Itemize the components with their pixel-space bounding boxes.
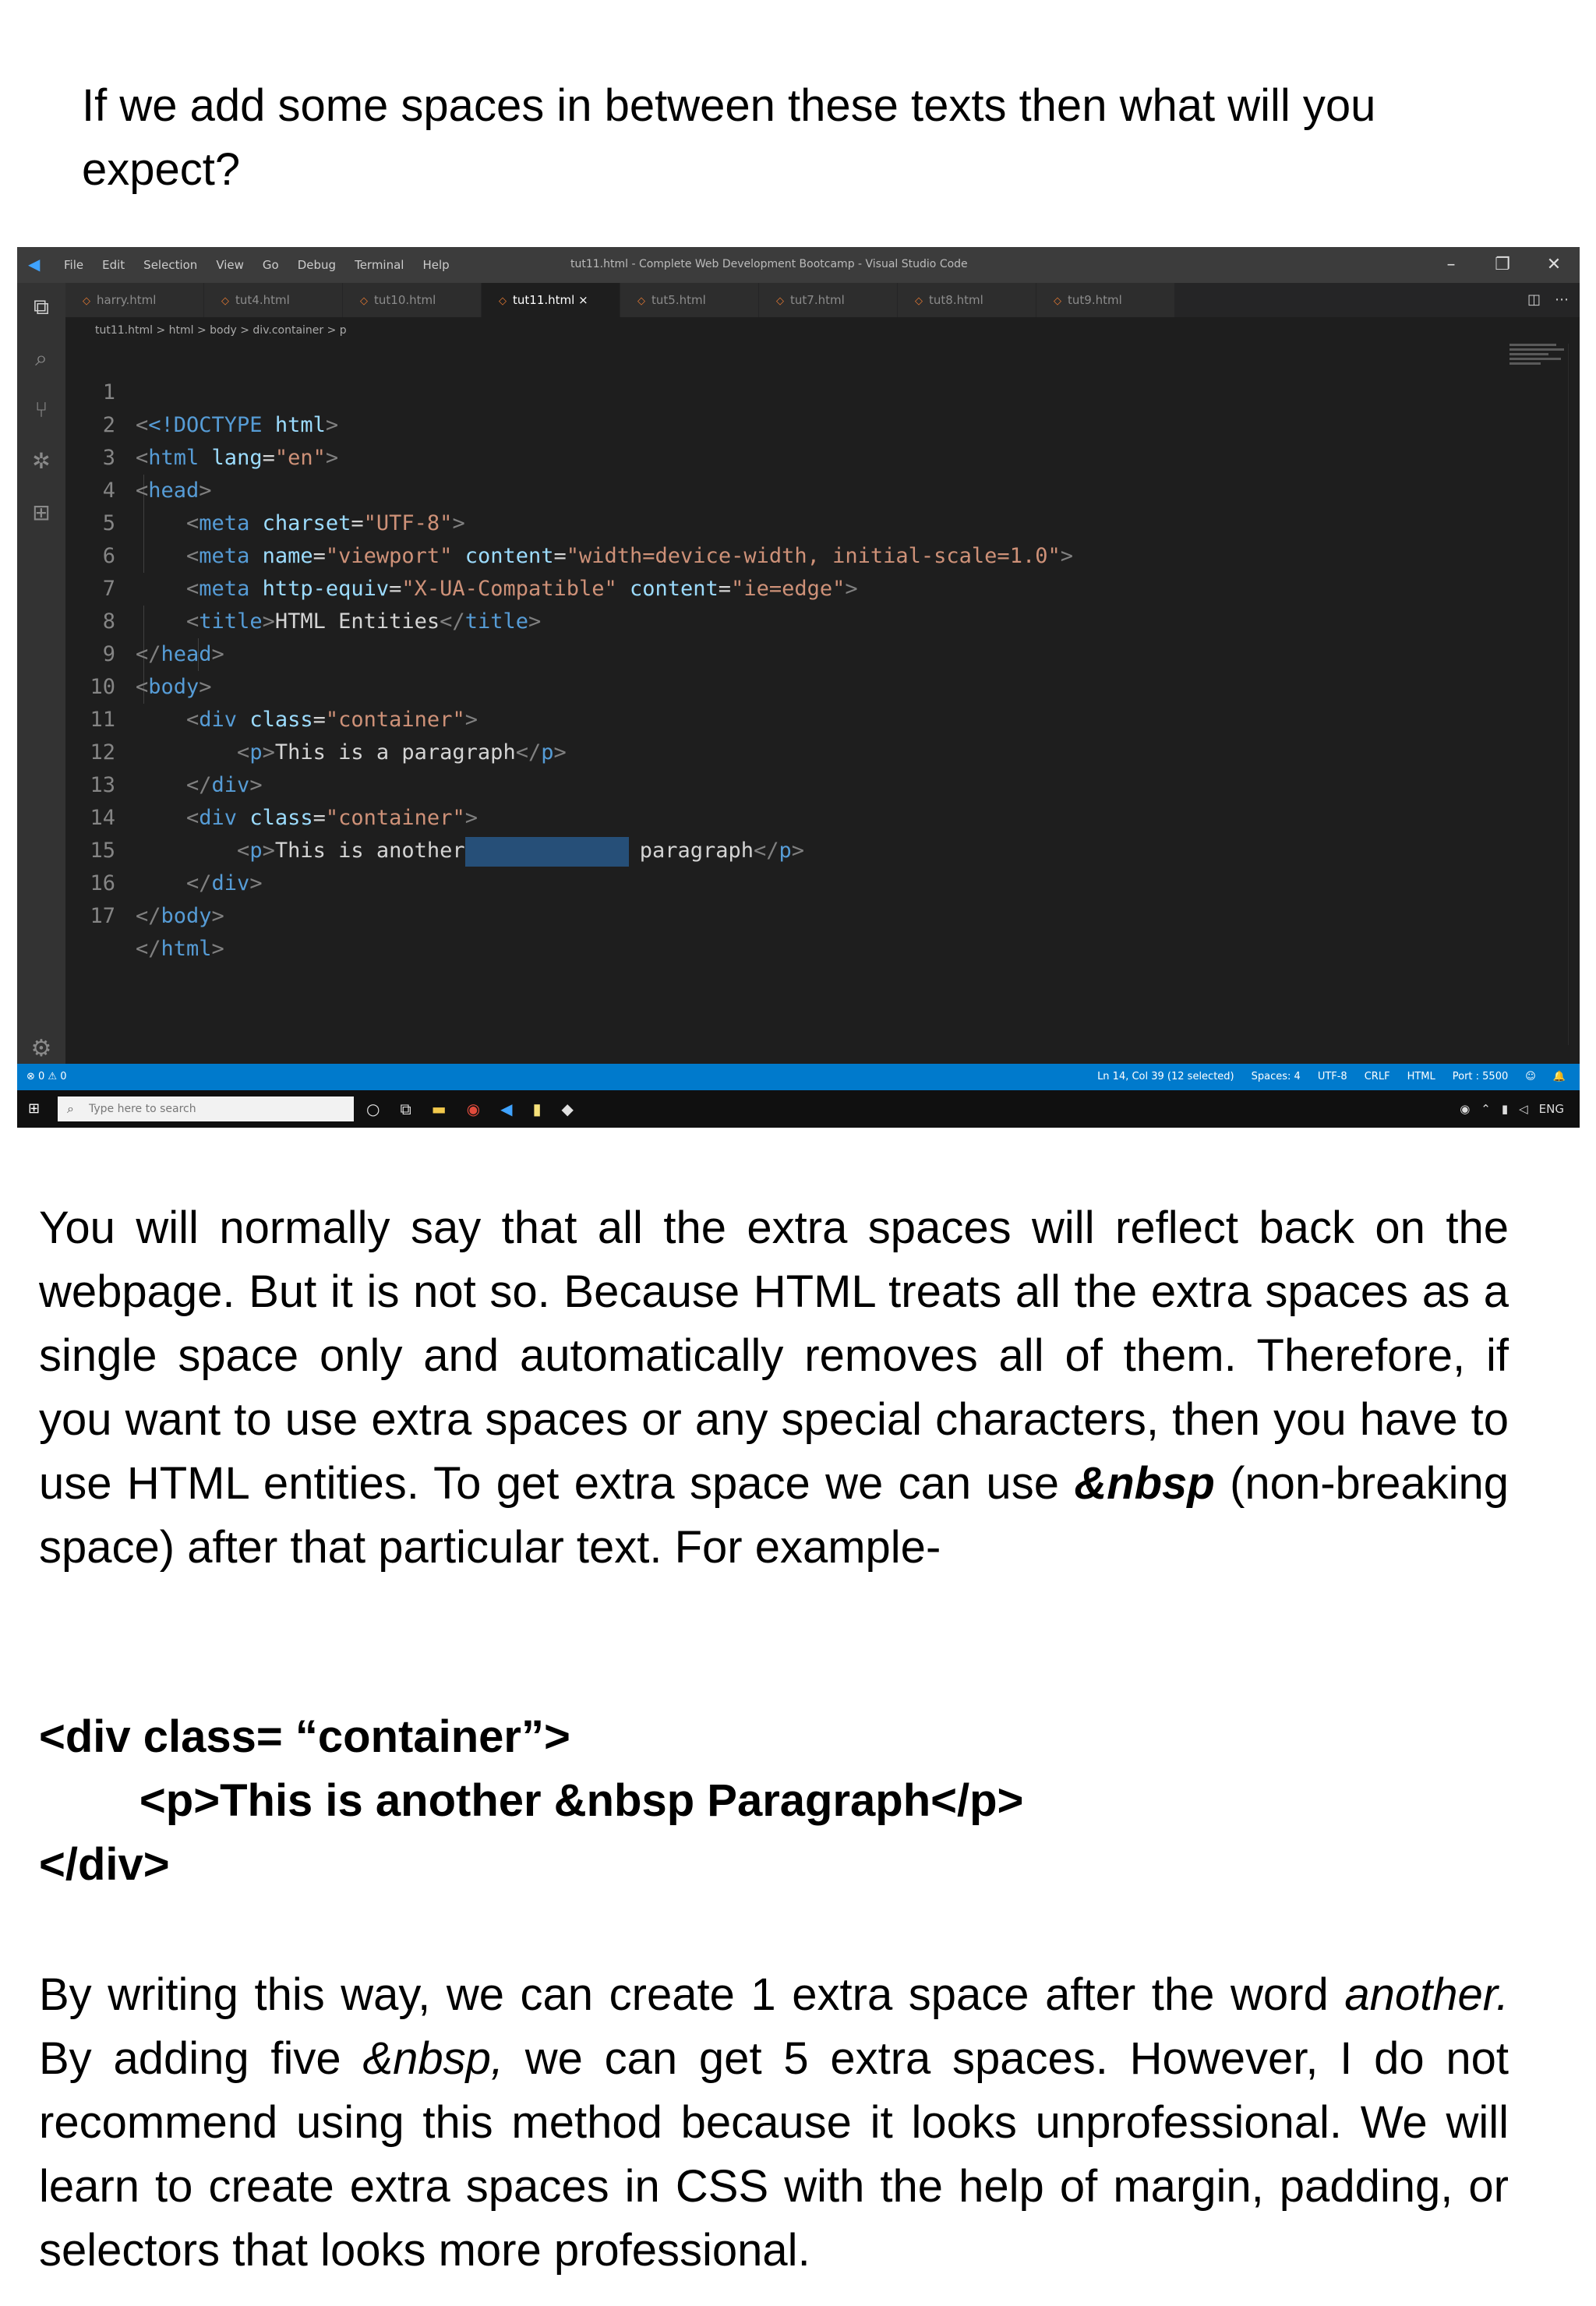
code-line: 4 <meta charset="UTF-8"> bbox=[102, 479, 465, 535]
task-view-icon[interactable]: ⧉ bbox=[400, 1100, 411, 1118]
code-example-line: <p>This is another &nbsp Paragraph</p> bbox=[39, 1775, 1024, 1826]
breadcrumb[interactable]: tut11.html > html > body > div.container > p bbox=[95, 324, 347, 337]
windows-start-icon[interactable]: ⊞ bbox=[28, 1100, 41, 1117]
menu-help[interactable]: Help bbox=[422, 258, 450, 272]
code-line: 11 <p>This is a paragraph</p> bbox=[90, 708, 567, 765]
tab-close-icon[interactable]: × bbox=[578, 293, 588, 307]
close-icon[interactable]: ✕ bbox=[1546, 255, 1562, 274]
notifications-icon[interactable]: 🔔 bbox=[1552, 1071, 1566, 1082]
window-title: tut11.html - Complete Web Development Bootcamp - Visual Studio Code bbox=[570, 258, 968, 270]
tray-expand-icon[interactable]: ⌃ bbox=[1481, 1102, 1491, 1116]
tab-tut10[interactable]: ◇ tut10.html bbox=[343, 283, 482, 317]
menu-terminal[interactable]: Terminal bbox=[355, 258, 404, 272]
language-icon[interactable]: ENG bbox=[1538, 1102, 1564, 1116]
paragraph-conclusion: By writing this way, we can create 1 extra space after the word another. By adding five &nbsp, we can get 5 extra spaces. However, I do not recommend using this method because it looks unprofessional. We will learn to create extra spaces in CSS with the help of margin, padding, or selectors that looks more professional. bbox=[39, 1969, 1509, 2276]
taskbar-search-input[interactable]: ⌕ Type here to search bbox=[58, 1096, 354, 1121]
intro-question: If we add some spaces in between these texts then what will you expect? bbox=[82, 80, 1376, 195]
code-line: 17 </html> bbox=[90, 904, 224, 961]
debug-icon[interactable]: ✲ bbox=[32, 448, 51, 474]
windows-taskbar bbox=[17, 1090, 1580, 1128]
editor-tabs bbox=[65, 283, 1580, 317]
code-line: 6 <meta http-equiv="X-UA-Compatible" content="ie=edge"> bbox=[102, 544, 858, 601]
code-line: 8 </head> bbox=[102, 609, 224, 666]
menu-debug[interactable]: Debug bbox=[297, 258, 337, 272]
nbsp-term: &nbsp bbox=[1074, 1458, 1215, 1509]
code-line: 9 <body> bbox=[102, 642, 212, 699]
html-file-icon: ◇ bbox=[83, 295, 90, 307]
problems-indicator[interactable]: ⊗ 0 ⚠ 0 bbox=[26, 1071, 67, 1082]
status-right bbox=[1097, 1064, 1566, 1090]
tab-tut4[interactable]: ◇ tut4.html bbox=[204, 283, 343, 317]
paragraph-explanation: You will normally say that all the extra spaces will reflect back on the webpage. But it is not so. Because HTML treats all the extra spaces as a single space only and automatically removes all of them. Therefore, if you want to use extra spaces or any special characters, then you have to use HTML entities. To get extra space we can use &nbsp (non-breaking space) after that particular text. For example- bbox=[39, 1202, 1509, 1573]
title-bar bbox=[17, 247, 1580, 283]
code-line: 10 <div class="container"> bbox=[90, 675, 478, 732]
vertical-scrollbar[interactable] bbox=[1568, 344, 1580, 1045]
menu-selection[interactable]: Selection bbox=[143, 258, 198, 272]
code-line: 1 <<!DOCTYPE html> bbox=[102, 380, 339, 437]
tab-actions bbox=[1527, 283, 1569, 317]
feedback-icon[interactable]: ☺ bbox=[1525, 1071, 1536, 1082]
vscode-taskbar-icon[interactable]: ◀ bbox=[500, 1100, 513, 1118]
tab-tut8[interactable]: ◇ tut8.html bbox=[898, 283, 1036, 317]
cortana-icon[interactable]: ○ bbox=[366, 1100, 380, 1118]
search-icon: ⌕ bbox=[67, 1101, 74, 1116]
file-explorer-icon[interactable]: ▬ bbox=[431, 1100, 447, 1118]
text-selection bbox=[465, 837, 629, 867]
menu-view[interactable]: View bbox=[216, 258, 244, 272]
encoding[interactable]: UTF-8 bbox=[1317, 1071, 1347, 1082]
search-icon[interactable]: ⌕ bbox=[35, 345, 48, 371]
html-file-icon: ◇ bbox=[499, 295, 507, 307]
indentation[interactable]: Spaces: 4 bbox=[1251, 1071, 1301, 1082]
source-control-icon[interactable]: ⑂ bbox=[34, 397, 48, 422]
code-line: 5 <meta name="viewport" content="width=device-width, initial-scale=1.0"> bbox=[102, 511, 1073, 568]
split-editor-icon[interactable]: ◫ bbox=[1527, 291, 1541, 308]
tab-tut11[interactable]: ◇ tut11.html × bbox=[482, 283, 620, 317]
code-line-selected: 14 <p>This is another paragraph</p> bbox=[65, 769, 142, 802]
menu-bar bbox=[64, 247, 450, 283]
system-tray bbox=[1460, 1090, 1564, 1128]
network-icon[interactable]: ▮ bbox=[1501, 1102, 1509, 1116]
notepad-icon[interactable]: ▮ bbox=[532, 1100, 542, 1118]
vscode-logo-icon: ◀ bbox=[28, 255, 41, 274]
activity-bar bbox=[17, 283, 65, 1064]
html-file-icon: ◇ bbox=[776, 295, 784, 307]
window-controls bbox=[1425, 247, 1580, 283]
code-line: 15 </div> bbox=[90, 839, 263, 895]
word-another: another. bbox=[1344, 1969, 1509, 2020]
live-server-port[interactable]: Port : 5500 bbox=[1452, 1071, 1509, 1082]
app-icon[interactable]: ◆ bbox=[561, 1100, 574, 1118]
code-line: 7 <title>HTML Entities</title> bbox=[102, 577, 542, 634]
restore-icon[interactable]: ❐ bbox=[1495, 255, 1510, 274]
line-ending[interactable]: CRLF bbox=[1364, 1071, 1390, 1082]
code-line: 3 <head> bbox=[102, 446, 212, 503]
minimap[interactable] bbox=[1509, 344, 1569, 375]
code-example-line: </div> bbox=[39, 1839, 170, 1890]
tab-tut9[interactable]: ◇ tut9.html bbox=[1036, 283, 1175, 317]
code-editor[interactable] bbox=[65, 344, 1484, 1045]
menu-go[interactable]: Go bbox=[262, 258, 279, 272]
code-example-line: <div class= “container”> bbox=[39, 1711, 570, 1762]
more-actions-icon[interactable]: ⋯ bbox=[1555, 291, 1569, 308]
html-file-icon: ◇ bbox=[1054, 295, 1061, 307]
status-bar bbox=[17, 1064, 1580, 1090]
html-file-icon: ◇ bbox=[637, 295, 645, 307]
nbsp-term: &nbsp, bbox=[362, 2033, 503, 2084]
code-example bbox=[39, 1705, 1442, 1897]
extensions-icon[interactable]: ⊞ bbox=[32, 500, 51, 525]
vscode-screenshot bbox=[17, 247, 1580, 1128]
menu-edit[interactable]: Edit bbox=[102, 258, 125, 272]
tab-tut5[interactable]: ◇ tut5.html bbox=[620, 283, 759, 317]
code-line: 12 </div> bbox=[90, 740, 263, 797]
code-line: 2 <html lang="en"> bbox=[102, 413, 339, 470]
volume-icon[interactable]: ◁ bbox=[1519, 1102, 1528, 1116]
html-file-icon: ◇ bbox=[221, 295, 229, 307]
tab-harry[interactable]: ◇ harry.html bbox=[65, 283, 204, 317]
menu-file[interactable]: File bbox=[64, 258, 84, 272]
html-file-icon: ◇ bbox=[915, 295, 923, 307]
tab-tut7[interactable]: ◇ tut7.html bbox=[759, 283, 898, 317]
manage-gear-icon[interactable]: ⚙ bbox=[30, 1035, 52, 1062]
code-line: 16 </body> bbox=[90, 871, 224, 928]
minimize-icon[interactable]: – bbox=[1446, 255, 1456, 274]
taskbar-apps bbox=[366, 1090, 574, 1128]
html-file-icon: ◇ bbox=[360, 295, 368, 307]
cursor-position[interactable]: Ln 14, Col 39 (12 selected) bbox=[1097, 1071, 1234, 1082]
code-line: 13 <div class="container"> bbox=[90, 773, 478, 830]
explorer-icon[interactable]: ⧉ bbox=[34, 294, 49, 320]
chrome-icon[interactable]: ◉ bbox=[466, 1100, 481, 1118]
tray-app-icon[interactable]: ◉ bbox=[1460, 1102, 1471, 1116]
language-mode[interactable]: HTML bbox=[1407, 1071, 1435, 1082]
